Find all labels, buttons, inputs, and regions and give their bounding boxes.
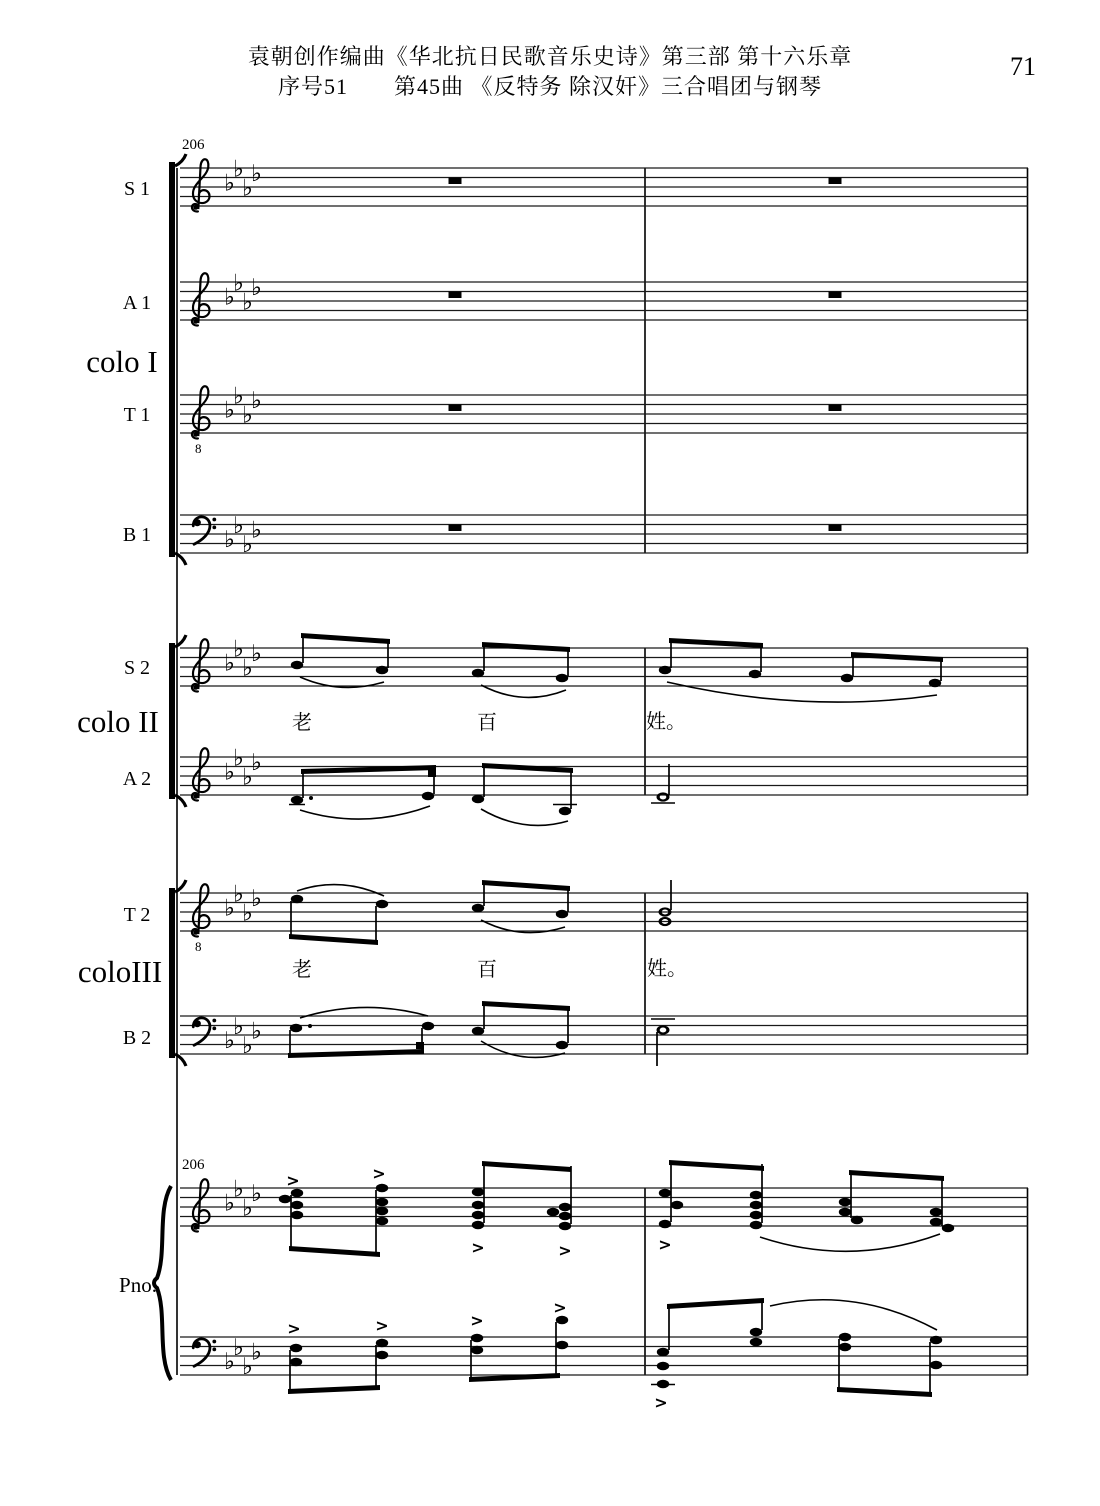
bass-clef-icon [193,1018,216,1045]
notehead [291,1201,303,1210]
notehead [291,895,303,904]
notes-a2 [289,763,675,825]
notehead [556,674,568,683]
notehead [376,1198,388,1207]
notehead [559,1222,571,1231]
notehead [839,1198,851,1207]
notehead [556,910,568,919]
flat-icon: ♭ [233,881,244,908]
treble-clef-icon [192,884,210,936]
accent-icon: > [470,1311,484,1330]
bracket-colo1 [169,162,175,557]
treble-clef-icon [192,159,210,211]
accent-icon: > [286,1171,300,1190]
treble-clef-icon [192,273,210,325]
notehead [750,1191,762,1200]
measure-number-top: 206 [182,137,205,153]
notehead [657,1362,669,1371]
flat-icon: ♭ [233,1013,244,1040]
notehead [559,1212,571,1221]
flat-icon: ♭ [251,517,262,544]
staff-a1 [180,270,1028,325]
flat-icon: ♭ [224,397,235,424]
key-signature [224,270,262,315]
whole-rest [449,178,462,185]
notehead [376,1339,388,1348]
flat-icon: ♭ [251,886,262,912]
notehead [422,1022,434,1031]
key-signature [224,1176,262,1221]
notehead [376,900,388,909]
notes-piano-lh [287,1298,942,1412]
notehead [376,1351,388,1360]
measure-number-piano: 206 [182,1157,205,1173]
accent-icon: > [658,1235,672,1254]
lyric-syllable: 姓。 [646,711,686,733]
notehead [472,1211,484,1220]
flat-icon: ♭ [251,275,262,301]
slurs [300,677,937,702]
accent-icon: > [558,1241,572,1260]
notehead [942,1224,954,1233]
lyric-syllable: 百 [477,712,497,734]
flat-icon: ♭ [242,1195,253,1222]
notehead [750,1201,762,1210]
header-line-1: 袁朝创作编曲《华北抗日民歌音乐史诗》第三部 第十六乐章 [247,44,853,69]
notehead [291,1211,303,1220]
accent-icon: > [287,1319,301,1338]
whole-rest [829,405,842,412]
group-label-colo2: colo II [77,704,159,739]
notehead [291,661,303,670]
notehead [290,1358,302,1367]
notehead [290,1344,302,1353]
flat-icon: ♭ [233,270,244,297]
flat-icon: ♭ [242,531,253,558]
staff-b2 [180,1001,1028,1066]
notehead [750,1211,762,1220]
notehead [279,1195,291,1204]
notehead [930,1218,942,1227]
group-label-colo1: colo I [86,344,158,379]
flat-icon: ♭ [233,1176,244,1203]
staff-piano-lh [180,1298,1028,1412]
notehead [750,1328,762,1337]
flat-icon: ♭ [233,383,244,410]
notehead [749,670,761,679]
accent-icon: > [372,1164,386,1183]
key-signature [224,1335,262,1380]
bass-clef-icon [193,1339,216,1366]
staff-piano-rh [180,1160,1028,1260]
flat-icon: ♭ [224,1349,235,1375]
flat-icon: ♭ [251,750,262,776]
flat-icon: ♭ [233,1334,244,1361]
staff-label-s1: S 1 [123,178,151,200]
key-signature [224,881,262,926]
treble-clef-icon [192,639,210,691]
staff-a2 [180,745,1028,825]
notehead [472,904,484,913]
notehead [472,1221,484,1230]
staff-lines [180,512,1028,553]
notehead [841,674,853,683]
lyric-syllable: 老 [292,959,312,981]
page-number: 71 [1010,52,1036,81]
notehead [839,1343,851,1352]
whole-rest [829,178,842,185]
notehead [659,1189,671,1198]
notehead [930,1336,942,1345]
augmentation-dot [308,1024,312,1028]
flat-icon: ♭ [224,1190,235,1217]
notehead [471,1346,483,1355]
staff-label-t2: T 2 [123,904,151,926]
staff-lines [180,757,1028,795]
flat-icon: ♭ [224,895,235,922]
flat-icon: ♭ [242,402,253,429]
staff-s2 [180,633,1028,702]
slurs [770,1300,937,1330]
notehead [750,1338,762,1347]
flat-icon: ♭ [233,156,244,183]
staff-label-a1: A 1 [122,292,152,314]
flat-icon: ♭ [251,161,262,187]
slurs [300,806,568,825]
slurs [760,1234,940,1251]
augmentation-dot [309,796,313,800]
notehead [559,1203,571,1212]
key-signature [224,383,262,428]
lyric-syllable: 百 [477,959,497,981]
notehead [659,666,671,675]
flat-icon: ♭ [242,655,253,682]
flat-icon: ♭ [224,1028,235,1054]
lyric-syllable: 姓。 [647,958,687,980]
notehead [839,1333,851,1342]
slurs [297,885,565,933]
notehead [839,1208,851,1217]
staff-t1 [180,383,1028,456]
bracket-colo2 [169,643,175,799]
flat-icon: ♭ [242,764,253,791]
flat-icon: ♭ [242,289,253,316]
notehead [929,679,941,688]
staff-label-b2: B 2 [122,1027,152,1049]
treble-clef-icon [192,748,210,800]
beams [301,763,573,777]
whole-rest [829,525,842,532]
notehead [422,792,434,801]
flat-icon: ♭ [251,1018,262,1045]
staff-b1 [180,513,1028,558]
key-signature [224,156,262,201]
beams [288,1298,932,1397]
notehead [376,1207,388,1216]
notehead [547,1208,559,1217]
flat-icon: ♭ [251,1181,262,1207]
key-signature [224,1014,262,1059]
flat-icon: ♭ [224,759,235,786]
staff-lines [180,395,1028,433]
flat-icon: ♭ [233,512,244,539]
notehead [376,1217,388,1226]
group-label-piano: Pno. [119,1273,157,1297]
flat-icon: ♭ [224,170,235,197]
group-label-colo3: coloIII [77,954,163,989]
staff-label-t1: T 1 [123,404,151,426]
notehead [472,1201,484,1210]
notehead [472,1027,484,1036]
notehead [556,1341,568,1350]
staff-label-s2: S 2 [123,657,151,679]
flat-icon: ♭ [224,284,235,311]
notehead-open [657,1025,670,1034]
notehead [556,1041,568,1050]
staff-lines [180,1013,1028,1054]
slurs [300,1007,565,1057]
key-signature [224,513,262,558]
notes-piano-rh [279,1160,954,1260]
octave-8-mark: 8 [195,939,202,954]
notehead [657,1348,669,1357]
staff-label-a2: A 2 [122,768,152,790]
notehead [291,796,303,805]
key-signature [224,745,262,790]
accent-icon: > [553,1298,567,1317]
flat-icon: ♭ [224,527,235,553]
accent-icon: > [654,1393,668,1412]
notehead [376,666,388,675]
flat-icon: ♭ [242,1032,253,1059]
flat-icon: ♭ [233,745,244,772]
whole-rest [829,292,842,299]
flat-icon: ♭ [251,641,262,667]
notehead [376,1184,388,1193]
bass-clef-icon [193,517,216,544]
flat-icon: ♭ [251,388,262,414]
bracket-colo3 [169,888,175,1058]
ledger-lines [289,803,675,805]
flat-icon: ♭ [242,900,253,927]
treble-clef-icon [192,1179,210,1231]
flat-icon: ♭ [251,1339,262,1366]
flat-icon: ♭ [233,636,244,663]
notehead [472,795,484,804]
notehead [472,1188,484,1197]
staff-s1 [180,156,1028,211]
treble-clef-icon [192,386,210,438]
whole-rest [449,292,462,299]
whole-rest [449,405,462,412]
notehead [930,1208,942,1217]
accent-icon: > [471,1238,485,1257]
notehead [290,1024,302,1033]
notehead [559,807,571,816]
octave-8-mark: 8 [195,441,202,456]
staff-lines [180,893,1028,931]
notehead [659,1220,671,1229]
notehead [671,1201,683,1210]
flat-icon: ♭ [242,175,253,202]
notehead [851,1216,863,1225]
notehead [471,1334,483,1343]
header-line-2: 序号51 第45曲 《反特务 除汉奸》三合唱团与钢琴 [277,74,822,99]
notehead [930,1361,942,1370]
notes-b2 [288,1001,675,1066]
flat-icon: ♭ [224,650,235,677]
staff-lines [180,1188,1028,1226]
staff-label-b1: B 1 [122,524,152,546]
staff-lines [180,282,1028,320]
notehead-open [657,792,670,801]
key-signature [224,636,262,681]
staff-lines [180,168,1028,206]
staff-t2 [180,880,1028,954]
flat-icon: ♭ [242,1353,253,1380]
notehead [472,669,484,678]
lyric-syllable: 老 [292,712,312,734]
staff-lines [180,1334,1028,1375]
notehead [750,1221,762,1230]
accent-icon: > [375,1316,389,1335]
whole-rest [449,525,462,532]
